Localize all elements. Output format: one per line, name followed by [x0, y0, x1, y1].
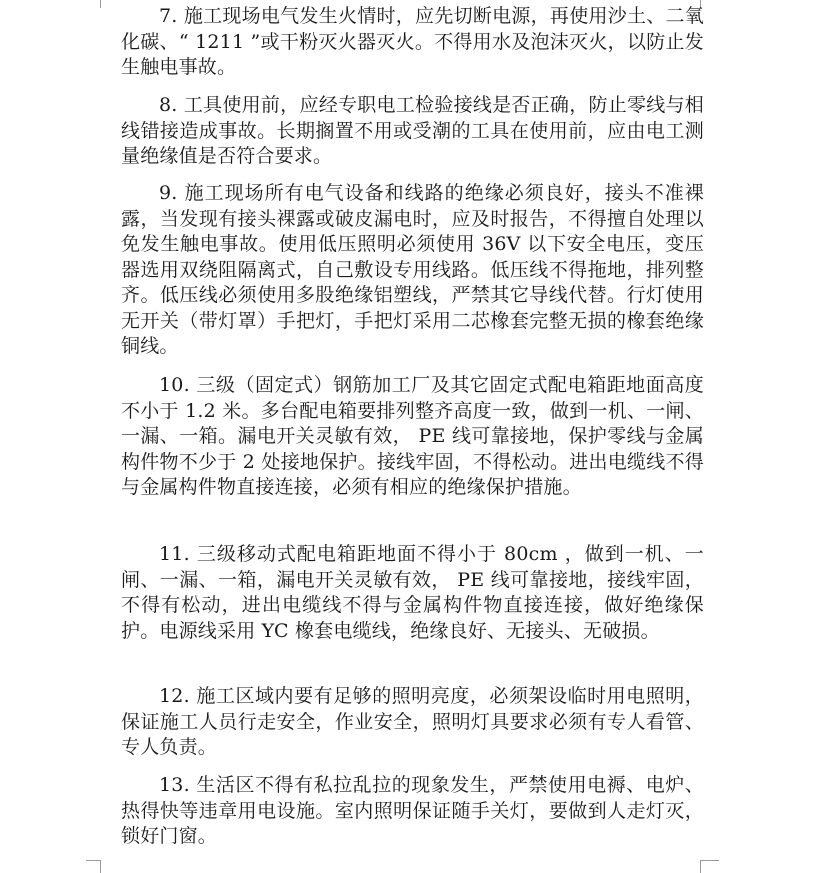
paragraph-8: 8. 工具使用前，应经专职电工检验接线是否正确，防止零线与相线错接造成事故。长期搁置不用或受潮的工具在使用前，应由电工测量绝缘值是否符合要求。 — [121, 94, 704, 167]
paragraph-9: 9. 施工现场所有电气设备和线路的绝缘必须良好，接头不准裸露，当发现有接头裸露或破皮漏电时，应及时报告，不得擅自处理以免发生触电事故。使用低压照明必须使用 36V 以下安全电压，变压器选用双绕阻隔离式，自己敷设专用线路。低压线不得拖地，排列整齐。低压线必须使用多股绝缘铝塑线，严禁其它导线代替。行灯使用无开关（带灯罩）手把灯，手把灯采用二芯橡套完整无损的橡套绝缘铜线。 — [121, 182, 704, 357]
paragraph-7: 7. 施工现场电气发生火情时，应先切断电源，再使用沙土、二氧化碳、“ 1211 ”或干粉灭火器灭火。不得用水及泡沫灭火，以防止发生触电事故。 — [121, 5, 704, 78]
page-corner-mark-bottom-left — [86, 860, 101, 873]
page-corner-mark-top-left — [86, 0, 101, 8]
paragraph-10: 10. 三级（固定式）钢筋加工厂及其它固定式配电箱距地面高度不小于 1.2 米。多台配电箱要排列整齐高度一致，做到一机、一闸、一漏、一箱。漏电开关灵敏有效， PE 线可靠接地，保护零线与金属构件物不少于 2 处接地保护。接线牢固，不得松动。进出电缆线不得与金属构件物直接连接，必须有相应的绝缘保护措施。 — [121, 374, 704, 498]
paragraph-11: 11. 三级移动式配电箱距地面不得小于 80cm ，做到一机、一闸、一漏、一箱，漏电开关灵敏有效， PE 线可靠接地，接线牢固，不得有松动，进出电缆线不得与金属构件物直接连接，做好绝缘保护。电源线采用 YC 橡套电缆线，绝缘良好、无接头、无破损。 — [121, 543, 704, 642]
paragraph-12: 12. 施工区域内要有足够的照明亮度，必须架设临时用电照明，保证施工人员行走安全，作业安全，照明灯具要求必须有专人看管、专人负责。 — [121, 685, 704, 758]
page-corner-mark-bottom-right — [700, 860, 719, 873]
paragraph-13: 13. 生活区不得有私拉乱拉的现象发生，严禁使用电褥、电炉、热得快等违章用电设施。室内照明保证随手关灯，要做到人走灯灭，锁好门窗。 — [121, 774, 704, 847]
